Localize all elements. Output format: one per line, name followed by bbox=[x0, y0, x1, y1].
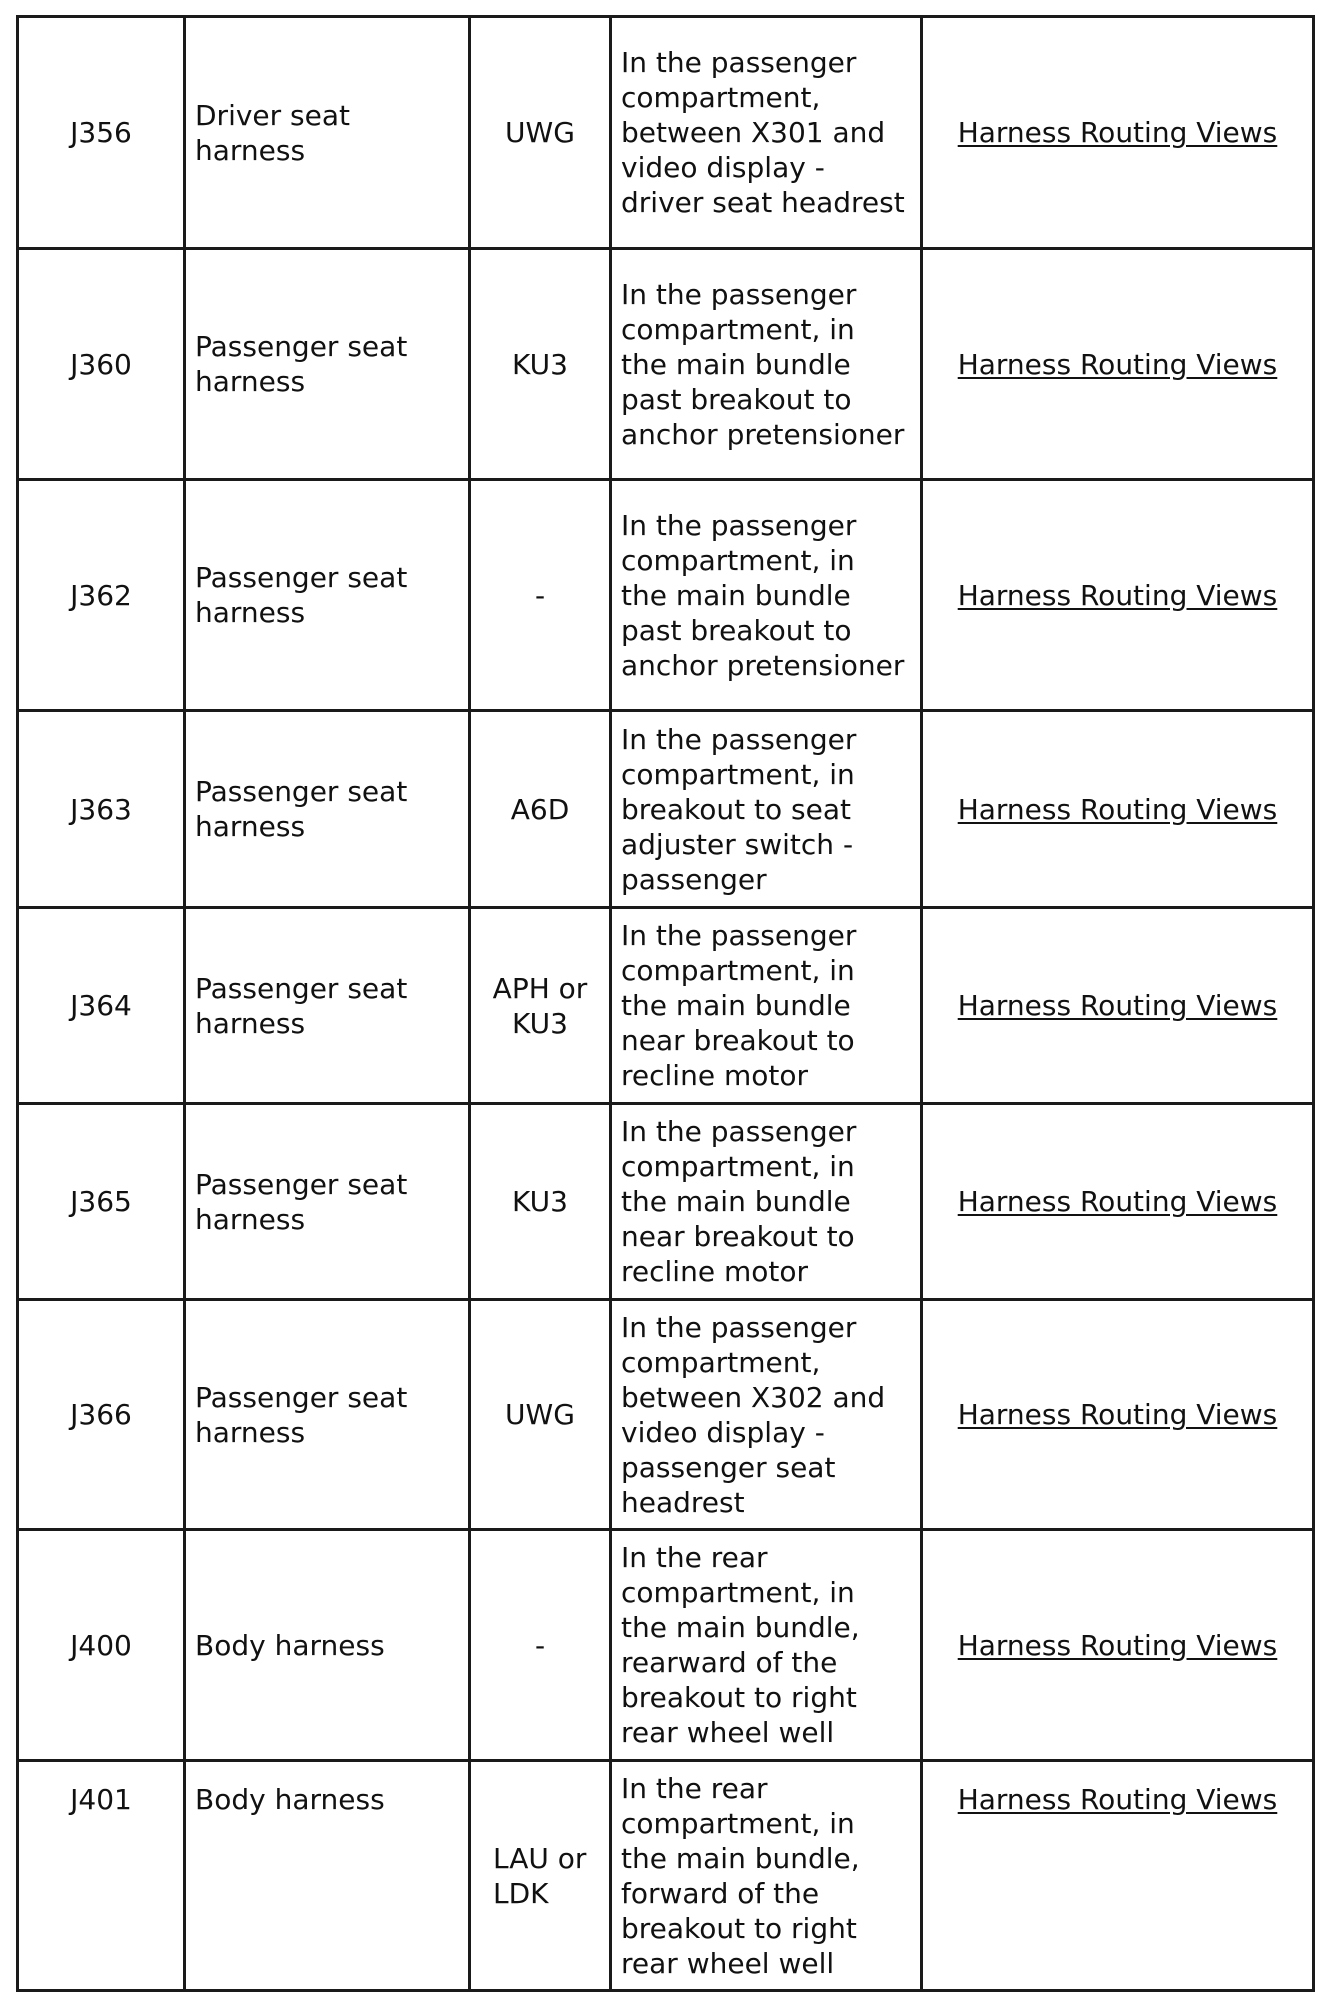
connector-table bbox=[16, 15, 1315, 1992]
location-description: In the passenger compartment, in the main bundle past breakout to anchor pretensioner bbox=[611, 249, 922, 480]
harness-routing-views-link[interactable]: Harness Routing Views bbox=[957, 578, 1278, 612]
table-row bbox=[18, 17, 1314, 249]
location-description: In the passenger compartment, between X302 and video display - passenger seat headrest bbox=[611, 1300, 922, 1530]
option-code: UWG bbox=[470, 1300, 611, 1530]
location-description: In the rear compartment, in the main bundle, rearward of the breakout to right rear wheel well bbox=[611, 1530, 922, 1761]
connector-id: J365 bbox=[18, 1104, 185, 1300]
location-description: In the passenger compartment, in breakout to seat adjuster switch - passenger bbox=[611, 711, 922, 908]
option-code: APH or KU3 bbox=[470, 908, 611, 1104]
harness-name: Driver seat harness bbox=[185, 17, 470, 249]
harness-routing-views-link[interactable]: Harness Routing Views bbox=[957, 792, 1278, 826]
location-description: In the passenger compartment, in the main bundle near breakout to recline motor bbox=[611, 1104, 922, 1300]
harness-routing-views-link[interactable]: Harness Routing Views bbox=[957, 1628, 1278, 1662]
location-description: In the passenger compartment, in the main bundle near breakout to recline motor bbox=[611, 908, 922, 1104]
harness-name: Passenger seat harness bbox=[185, 711, 470, 908]
harness-name: Passenger seat harness bbox=[185, 1300, 470, 1530]
location-description: In the passenger compartment, in the main bundle past breakout to anchor pretensioner bbox=[611, 480, 922, 711]
location-description: In the rear compartment, in the main bundle, forward of the breakout to right rear wheel well bbox=[611, 1761, 922, 1991]
link-cell bbox=[922, 480, 1314, 711]
table-row bbox=[18, 1530, 1314, 1761]
option-code: - bbox=[470, 1530, 611, 1761]
option-code: UWG bbox=[470, 17, 611, 249]
option-code: - bbox=[470, 480, 611, 711]
option-code: A6D bbox=[470, 711, 611, 908]
connector-id: J366 bbox=[18, 1300, 185, 1530]
harness-routing-views-link[interactable]: Harness Routing Views bbox=[957, 1783, 1278, 1816]
table-row bbox=[18, 1300, 1314, 1530]
harness-name: Passenger seat harness bbox=[185, 1104, 470, 1300]
table-row bbox=[18, 480, 1314, 711]
connector-id: J356 bbox=[18, 17, 185, 249]
harness-routing-views-link[interactable]: Harness Routing Views bbox=[957, 1398, 1278, 1431]
table-row bbox=[18, 908, 1314, 1104]
connector-id: J401 bbox=[18, 1761, 185, 1991]
link-cell bbox=[922, 1300, 1314, 1530]
harness-routing-views-link[interactable]: Harness Routing Views bbox=[957, 1185, 1278, 1218]
link-cell bbox=[922, 1530, 1314, 1761]
table-row bbox=[18, 1104, 1314, 1300]
harness-name: Body harness bbox=[185, 1530, 470, 1761]
harness-routing-views-link[interactable]: Harness Routing Views bbox=[957, 347, 1278, 381]
link-cell bbox=[922, 711, 1314, 908]
link-cell bbox=[922, 249, 1314, 480]
harness-name: Passenger seat harness bbox=[185, 480, 470, 711]
harness-name: Passenger seat harness bbox=[185, 249, 470, 480]
link-cell bbox=[922, 1761, 1314, 1991]
connector-id: J363 bbox=[18, 711, 185, 908]
location-description: In the passenger compartment, between X301 and video display - driver seat headrest bbox=[611, 17, 922, 249]
table-row bbox=[18, 1761, 1314, 1991]
option-code: KU3 bbox=[470, 249, 611, 480]
table-row bbox=[18, 711, 1314, 908]
connector-id: J360 bbox=[18, 249, 185, 480]
link-cell bbox=[922, 17, 1314, 249]
connector-id: J400 bbox=[18, 1530, 185, 1761]
connector-id: J362 bbox=[18, 480, 185, 711]
harness-name: Passenger seat harness bbox=[185, 908, 470, 1104]
option-code: KU3 bbox=[470, 1104, 611, 1300]
connector-id: J364 bbox=[18, 908, 185, 1104]
option-code: LAU or LDK bbox=[470, 1761, 611, 1991]
link-cell bbox=[922, 1104, 1314, 1300]
table-row bbox=[18, 249, 1314, 480]
link-cell bbox=[922, 908, 1314, 1104]
harness-routing-views-link[interactable]: Harness Routing Views bbox=[957, 116, 1278, 149]
harness-name: Body harness bbox=[185, 1761, 470, 1991]
harness-routing-views-link[interactable]: Harness Routing Views bbox=[957, 989, 1278, 1022]
